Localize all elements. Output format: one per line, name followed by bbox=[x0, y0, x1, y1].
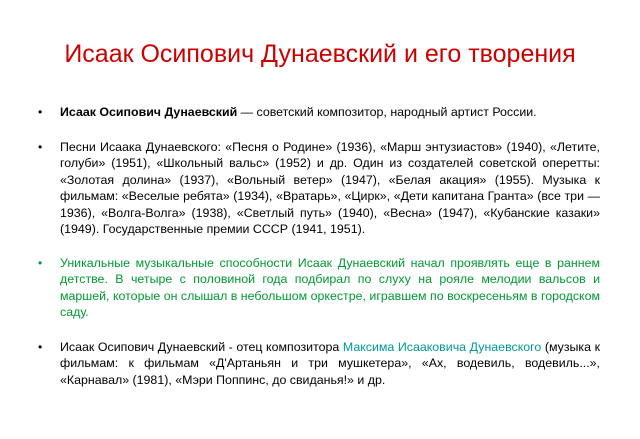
bullet-dot-icon: • bbox=[38, 139, 43, 154]
bullet-dot-icon: • bbox=[38, 255, 43, 270]
maxim-dunaevsky-link[interactable]: Максима Исааковича Дунаевского bbox=[342, 339, 542, 354]
bullet-item-intro bbox=[38, 104, 600, 121]
composer-name: Исаак Осипович Дунаевский bbox=[60, 105, 238, 119]
childhood-text: Уникальные музыкальные способности Исаак Дунаевский начал проявлять еще в раннем детстве. В четыре с половиной года подбирал по слуху на рояле мелодии вальсов и маршей, которые он слышал в небольшом оркестре, игравшем по воскресеньям в городском саду. bbox=[60, 255, 600, 319]
bullet-dot-icon: • bbox=[38, 339, 43, 354]
bullet-item-son bbox=[38, 339, 600, 389]
bullet-item-works bbox=[38, 139, 600, 238]
son-text-after: (музыка к фильмам: к фильмам «Д'Артаньян и три мушкетера», «Ах, водевиль, водевиль...», «Карнавал» (1981), «Мэри Поппинс, до свиданья!» и др. bbox=[60, 339, 600, 387]
intro-text: — советский композитор, народный артист России. bbox=[237, 105, 537, 119]
bullet-item-childhood bbox=[38, 255, 600, 321]
son-text-before: Исаак Осипович Дунаевский - отец композитора bbox=[60, 339, 343, 354]
works-text: Песни Исаака Дунаевского: «Песня о Родине» (1936), «Марш энтузиастов» (1940), «Летите, голуби» (1951), «Школьный вальс» (1952) и др. Один из создателей советской оперетты: «Золотая долина» (1937), «Вольный ветер» (1947), «Белая акация» (1955). Музыка к фильмам: «Веселые ребята» (1934), «Вратарь», «Цирк», «Дети капитана Гранта» (все три — 1936), «Волга-Волга» (1938), «Светлый путь» (1940), «Весна» (1947), «Кубанские казаки» (1949). Государственные премии СССР (1941, 1951). bbox=[60, 139, 600, 236]
bullet-dot-icon: • bbox=[38, 105, 43, 119]
bullet-list bbox=[38, 104, 600, 388]
slide-title: Исаак Осипович Дунаевский и его творения bbox=[64, 40, 576, 68]
